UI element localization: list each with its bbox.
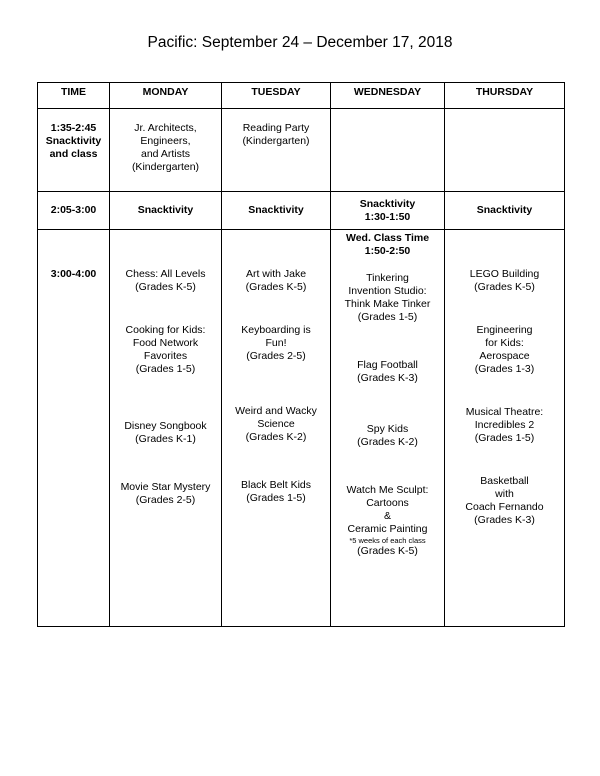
class-line: (Grades K-3) [474, 514, 535, 526]
class-line: Coach Fernando [465, 501, 544, 513]
class-line: (Grades 1-5) [357, 311, 418, 323]
class-line: and Artists [140, 148, 191, 160]
class-line: (Grades 2-5) [135, 494, 196, 506]
class-line: Jr. Architects, [134, 122, 197, 134]
class-line: (Grades K-2) [245, 431, 307, 443]
header-row [38, 83, 565, 109]
thursday-cell [445, 109, 565, 192]
row-135 [38, 109, 565, 192]
class-line: Art with Jake [245, 268, 307, 280]
class-line: Movie Star Mystery [120, 481, 211, 493]
class-line: Snacktivity [359, 197, 416, 210]
class-line: with [495, 488, 514, 500]
class-block [331, 423, 444, 449]
class-line: (Grades 1-5) [135, 363, 196, 375]
row-300 [38, 230, 565, 627]
class-line: (Grades K-5) [357, 545, 418, 557]
row-205 [38, 192, 565, 230]
class-line: Disney Songbook [124, 420, 207, 432]
class-line: & [383, 510, 391, 522]
class-block [445, 475, 564, 527]
col-header-time: TIME [38, 83, 110, 109]
col-header-monday: MONDAY [110, 83, 222, 109]
page-title: Pacific: September 24 – December 17, 2018 [147, 34, 453, 51]
class-line: (Grades K-3) [357, 372, 418, 384]
class-line: Cartoons [366, 497, 409, 509]
col-header-tuesday: TUESDAY [222, 83, 331, 109]
class-line: (Grades K-5) [245, 281, 307, 293]
class-line: Invention Studio: [348, 285, 427, 297]
thursday-cell: Snacktivity [445, 192, 565, 230]
class-line: LEGO Building [469, 268, 540, 280]
class-line: Spy Kids [366, 423, 409, 435]
class-line: Favorites [143, 350, 188, 362]
class-block [110, 324, 221, 376]
class-block [110, 420, 221, 446]
class-line: Flag Football [357, 359, 418, 371]
col-header-thursday: THURSDAY [445, 83, 565, 109]
class-line: (Grades 1-3) [474, 363, 535, 375]
class-block [445, 268, 564, 294]
class-line: Food Network [132, 337, 199, 349]
tuesday-cell [222, 230, 331, 627]
class-block [445, 406, 564, 445]
class-line: Engineering [476, 324, 533, 336]
class-block [331, 484, 444, 558]
class-line: (Grades K-2) [357, 436, 418, 448]
class-line: for Kids: [485, 337, 524, 349]
class-line: Watch Me Sculpt: [346, 484, 429, 496]
class-line: Fun! [265, 337, 287, 349]
schedule-table [37, 82, 565, 627]
class-line: 1:50-2:50 [364, 245, 411, 257]
class-line: Aerospace [479, 350, 530, 362]
class-line: (Kindergarten) [242, 135, 310, 147]
tuesday-cell [222, 109, 331, 192]
time-sub: Snacktivity [45, 135, 102, 147]
class-line: Engineers, [140, 135, 191, 147]
class-line: (Grades 1-5) [246, 492, 306, 504]
class-line: Ceramic Painting [347, 523, 428, 535]
class-block [110, 481, 221, 507]
col-header-wednesday: WEDNESDAY [331, 83, 445, 109]
class-block [222, 268, 330, 294]
class-block [222, 405, 330, 444]
wed-class-time-header [331, 232, 444, 258]
class-line: Think Make Tinker [344, 298, 431, 310]
class-line: 1:30-1:50 [364, 210, 411, 223]
class-line: (Kindergarten) [131, 161, 200, 173]
monday-cell [110, 230, 222, 627]
class-block [331, 272, 444, 324]
class-line: Black Belt Kids [240, 479, 312, 491]
class-line: Musical Theatre: [465, 406, 544, 418]
wednesday-cell [331, 230, 445, 627]
tuesday-cell: Snacktivity [222, 192, 331, 230]
class-line: Basketball [480, 475, 529, 487]
wednesday-cell [331, 109, 445, 192]
time-cell [38, 109, 110, 192]
class-block [331, 359, 444, 385]
monday-cell [110, 109, 222, 192]
class-line: Incredibles 2 [474, 419, 535, 431]
class-line: Keyboarding is [241, 324, 311, 336]
class-line: Wed. Class Time [345, 232, 430, 244]
class-line: Weird and Wacky [235, 405, 317, 417]
time-label: 1:35-2:45 [50, 122, 97, 134]
wednesday-cell [331, 192, 445, 230]
class-block [445, 324, 564, 376]
class-line: (Grades 1-5) [474, 432, 535, 444]
class-line: Science [257, 418, 295, 430]
class-line: (Grades 2-5) [246, 350, 306, 362]
class-block [110, 268, 221, 294]
monday-cell: Snacktivity [110, 192, 222, 230]
class-line: (Grades K-5) [474, 281, 535, 293]
time-cell: 2:05-3:00 [38, 192, 110, 230]
class-block [222, 479, 330, 505]
class-line: Reading Party [242, 122, 310, 134]
class-line: Chess: All Levels [125, 268, 206, 280]
time-sub: and class [49, 148, 98, 160]
class-line: (Grades K-1) [135, 433, 196, 445]
footnote: *5 weeks of each class [349, 536, 426, 545]
class-line: Cooking for Kids: [125, 324, 206, 336]
class-block [222, 324, 330, 363]
time-cell: 3:00-4:00 [38, 230, 110, 627]
class-line: Tinkering [366, 272, 409, 284]
class-line: (Grades K-5) [135, 281, 196, 293]
thursday-cell [445, 230, 565, 627]
